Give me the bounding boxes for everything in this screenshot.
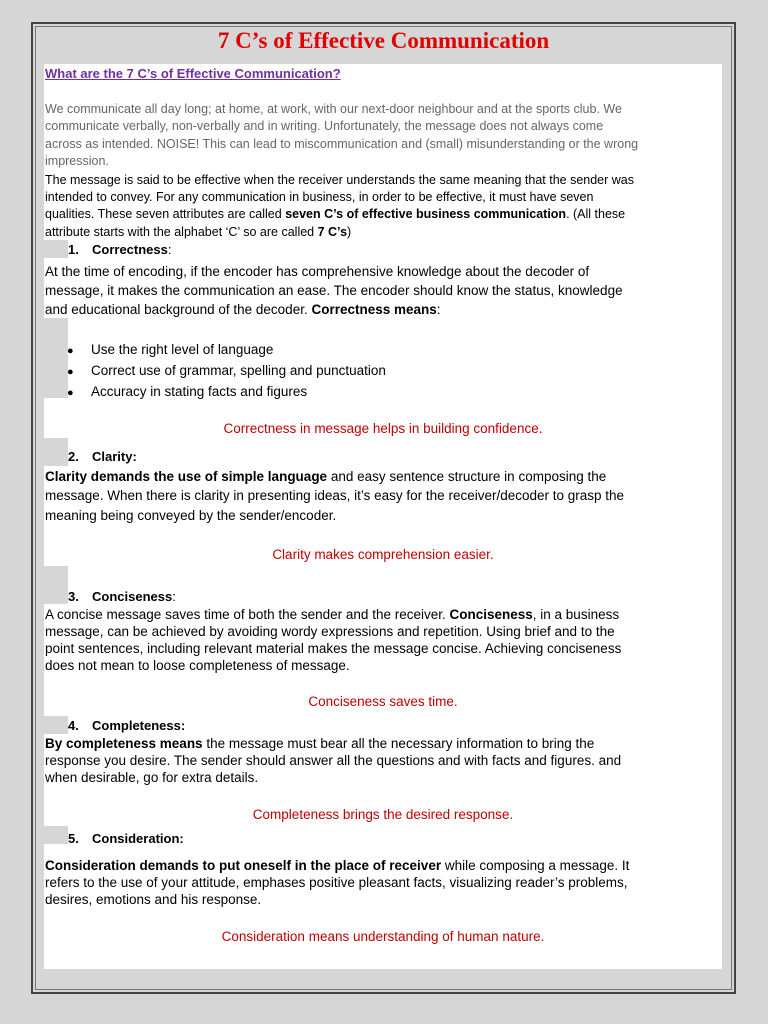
clarity-takeaway: Clarity makes comprehension easier. (272, 547, 494, 562)
heading-correctness: 1. Correctness: (68, 242, 172, 257)
conciseness-takeaway: Conciseness saves time. (308, 694, 458, 709)
section-marker (44, 826, 68, 844)
intro-line: communicate verbally, non-verbally and in writing. Unfortunately, the message does not always come (45, 119, 604, 133)
clarity-text: message. When there is clarity in presenting ideas, it’s easy for the receiver/decoder to grasp the (45, 488, 625, 503)
completeness-takeaway: Completeness brings the desired response. (252, 807, 514, 822)
section-marker (44, 438, 68, 466)
correctness-takeaway: Correctness in message helps in building confidence. (223, 421, 543, 436)
bullet-icon: ● (67, 387, 74, 399)
bullet-icon: ● (67, 366, 74, 378)
intro-line: The message is said to be effective when the receiver understands the same meaning that the sender was (45, 173, 634, 187)
section-marker (44, 240, 68, 258)
heading-clarity: 2. Clarity: (68, 449, 137, 464)
page-title: 7 C’s of Effective Communication (217, 28, 550, 53)
heading-consideration: 5. Consideration: (68, 831, 184, 846)
bullet-icon: ● (67, 345, 74, 357)
heading-conciseness: 3. Conciseness: (68, 589, 176, 604)
consideration-text: desires, emotions and his response. (45, 892, 262, 907)
completeness-text: response you desire. The sender should answer all the questions and with facts and figures. and (45, 753, 622, 768)
section-marker (44, 318, 68, 398)
consideration-text: Consideration demands to put oneself in the place of receiver while composing a message. It (45, 858, 630, 873)
conciseness-text: message, can be achieved by avoiding wordy expressions and repetition. Using brief and to the (45, 624, 615, 639)
section-marker (44, 716, 68, 734)
list-item: ● Correct use of grammar, spelling and punctuation (67, 363, 386, 378)
intro-line: intended to convey. For any communication in business, in order to be effective, it must have seven (45, 190, 594, 204)
clarity-text: Clarity demands the use of simple language and easy sentence structure in composing the (45, 469, 607, 484)
intro-line: attribute starts with the alphabet ‘C’ so are called 7 C’s) (45, 225, 352, 239)
intro-line: across as intended. NOISE! This can lead to miscommunication and (small) misunderstanding or the wrong (45, 137, 639, 151)
correctness-text: message, it makes the communication an ease. The encoder should know the status, knowledge (45, 283, 623, 298)
intro-line: We communicate all day long; at home, at work, with our next-door neighbour and at the sports club. We (45, 102, 622, 116)
completeness-text: By completeness means the message must bear all the necessary information to bring the (45, 736, 595, 751)
conciseness-text: A concise message saves time of both the sender and the receiver. Conciseness, in a business (45, 607, 620, 622)
conciseness-text: point sentences, including relevant material makes the message concise. Achieving conciseness (45, 641, 622, 656)
intro-line: impression. (45, 154, 109, 168)
heading-completeness: 4. Completeness: (68, 718, 186, 733)
correctness-text: At the time of encoding, if the encoder has comprehensive knowledge about the decoder of (45, 264, 590, 279)
list-item: ● Use the right level of language (67, 342, 274, 357)
completeness-text: when desirable, go for extra details. (45, 770, 259, 785)
list-item: ● Accuracy in stating facts and figures (67, 384, 308, 399)
conciseness-text: does not mean to loose completeness of message. (45, 658, 350, 673)
question-link[interactable]: What are the 7 C’s of Effective Communication? (45, 66, 341, 81)
clarity-text: meaning being conveyed by the sender/encoder. (45, 508, 337, 523)
consideration-text: refers to the use of your attitude, emphases positive pleasant facts, visualizing reader’s problems, (45, 875, 628, 890)
intro-line: qualities. These seven attributes are called seven C’s of effective business communication. (All these (45, 207, 626, 221)
consideration-takeaway: Consideration means understanding of human nature. (221, 929, 545, 944)
correctness-text: and educational background of the decoder. Correctness means: (45, 302, 441, 317)
section-marker (44, 566, 68, 604)
